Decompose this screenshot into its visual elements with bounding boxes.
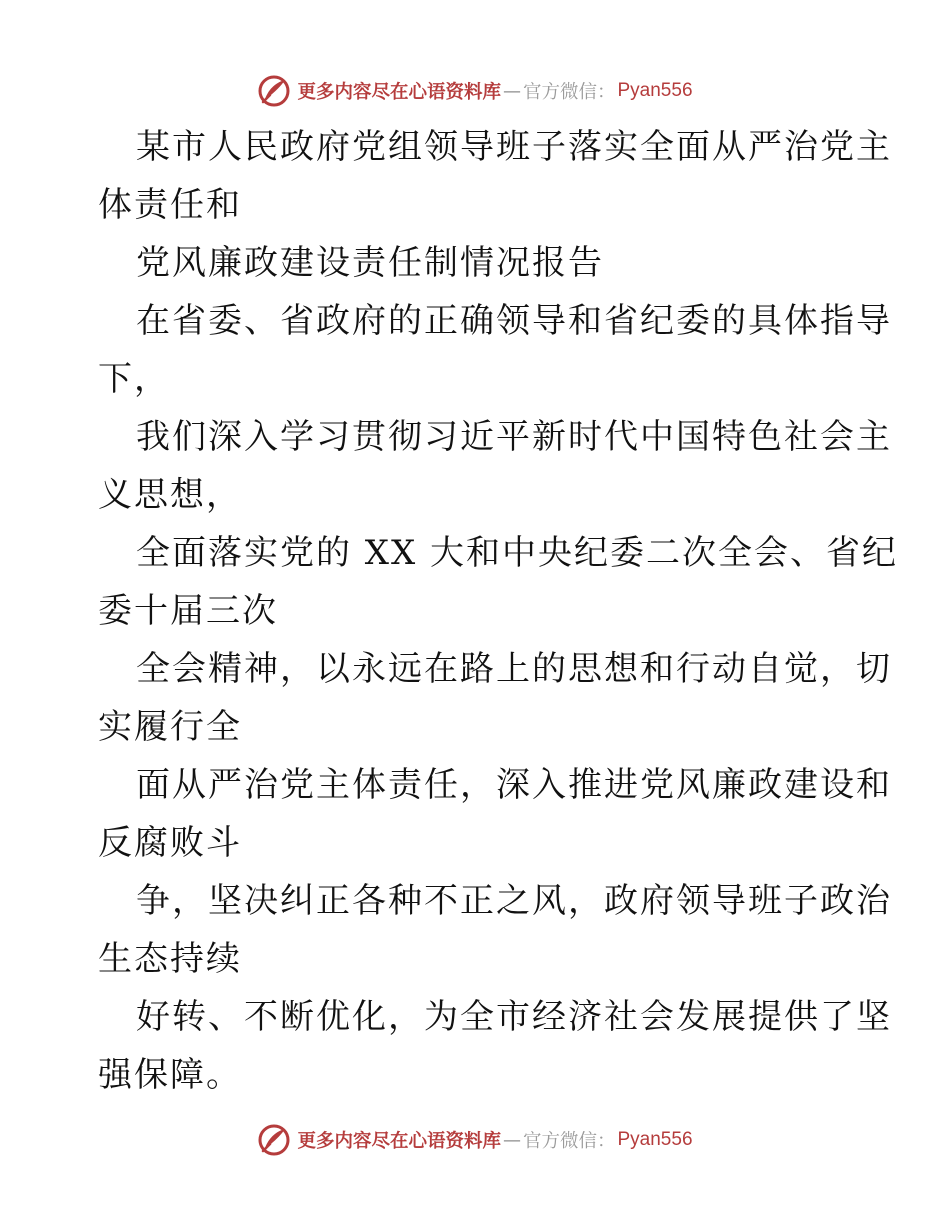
body-line: 生态持续: [98, 939, 242, 979]
body-line: 全会精神，以永远在路上的思想和行动自觉，切: [136, 649, 892, 689]
footer-separator: —: [502, 1129, 521, 1151]
title-line-1: 某市人民政府党组领导班子落实全面从严治党主: [136, 127, 892, 167]
body-line: 实履行全: [98, 707, 242, 747]
header-wechat-id: Pyan556: [617, 80, 693, 101]
body-line: 下，: [98, 359, 170, 399]
body-line: 在省委、省政府的正确领导和省纪委的具体指导: [136, 301, 892, 341]
footer-wechat-label: 官方微信：: [522, 1131, 616, 1152]
body-line: 争，坚决纠正各种不正之风，政府领导班子政治: [136, 881, 892, 921]
header-brand: 更多内容尽在心语资料库: [297, 82, 501, 103]
document-body: [98, 118, 899, 1104]
body-line: 全面落实党的 XX 大和中央纪委二次全会、省纪: [136, 533, 899, 573]
header-wechat-label: 官方微信：: [522, 82, 616, 103]
body-line: 好转、不断优化，为全市经济社会发展提供了坚: [136, 997, 892, 1037]
quill-logo-icon: [257, 1123, 291, 1157]
header-separator: —: [502, 80, 521, 102]
body-line: 反腐败斗: [98, 823, 242, 863]
title-line-2: 体责任和: [98, 185, 242, 225]
body-line: 义思想，: [98, 475, 242, 515]
body-line: 我们深入学习贯彻习近平新时代中国特色社会主: [136, 417, 892, 457]
body-line: 面从严治党主体责任，深入推进党风廉政建设和: [136, 765, 892, 805]
footer-brand: 更多内容尽在心语资料库: [297, 1131, 501, 1152]
title-line-3: 党风廉政建设责任制情况报告: [136, 243, 604, 283]
header-banner: [0, 71, 950, 111]
body-line: 强保障。: [98, 1055, 242, 1095]
footer-banner: [0, 1120, 950, 1160]
footer-wechat-id: Pyan556: [617, 1129, 693, 1150]
quill-logo-icon: [257, 74, 291, 108]
body-line: 委十届三次: [98, 591, 278, 631]
